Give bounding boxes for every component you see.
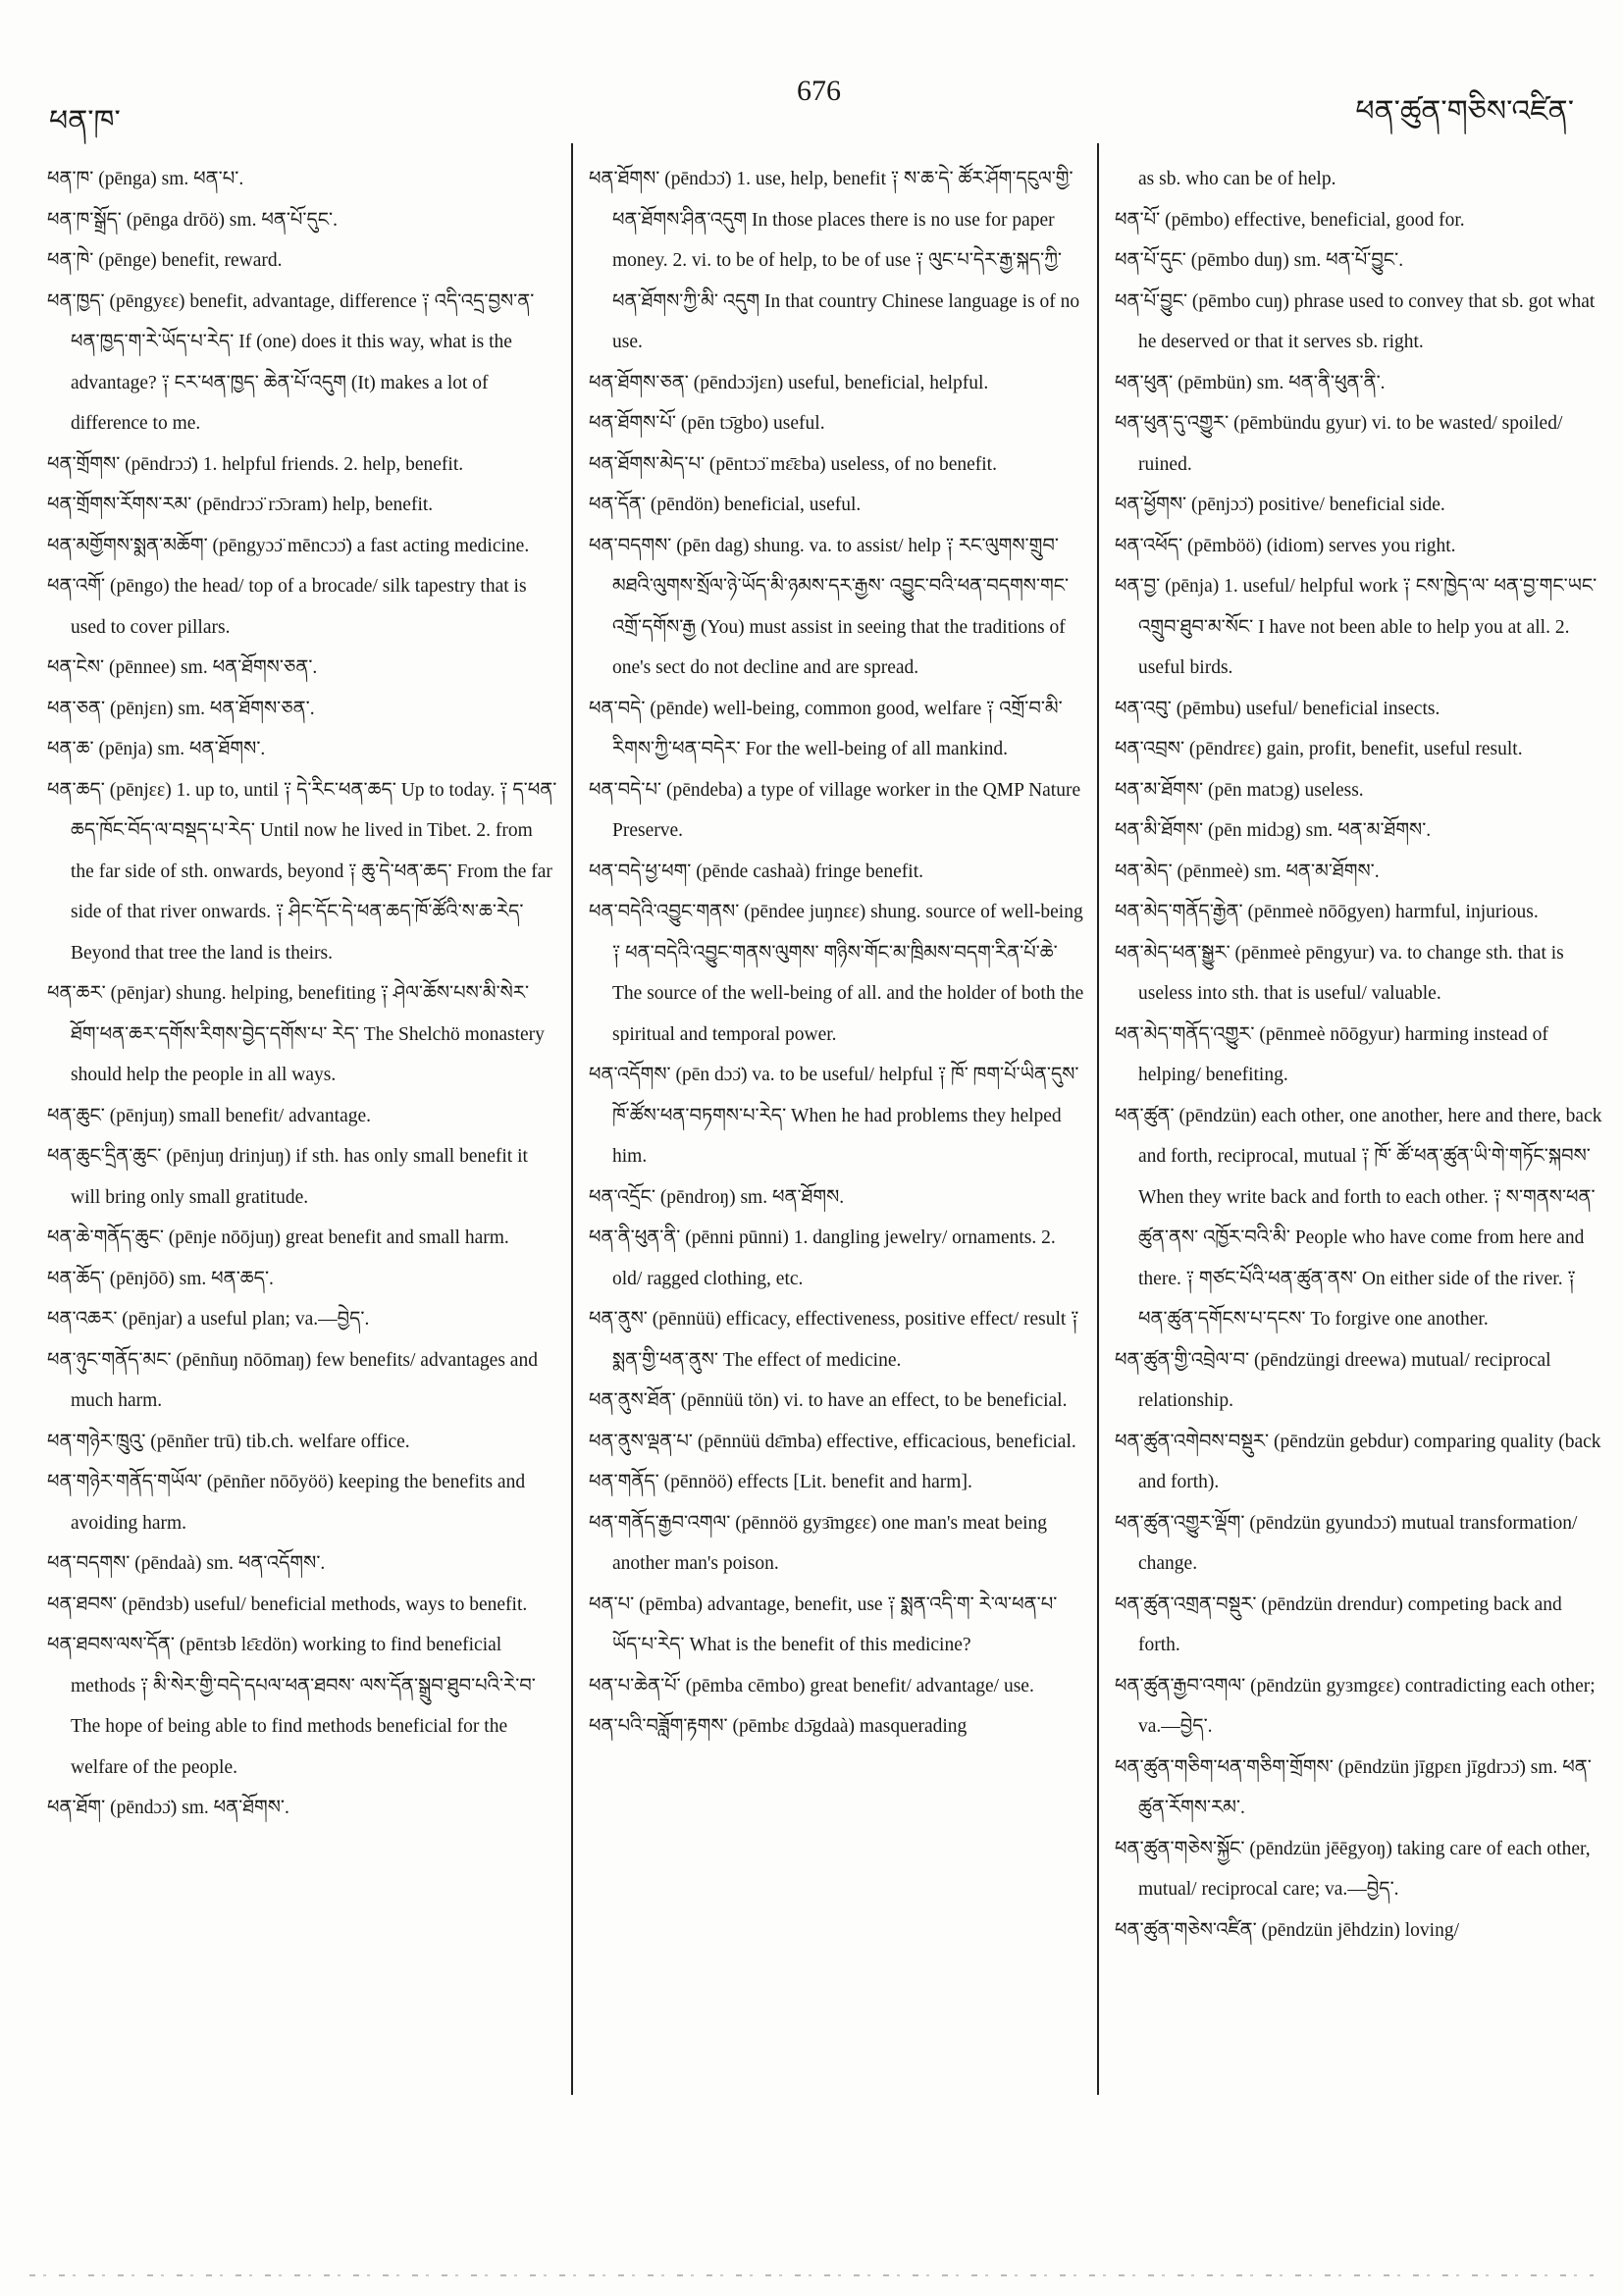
- dictionary-entry: ཕན་ཆར་ (pēnjar) shung. helping, benefiting ༑ ཤེལ་ཆོས་པས་མི་སེར་ཐོག་ཕན་ཆར་དགོས་རིགས་བྱེད་དགོས་པ་ རེད་ The Shelchö monastery should help the people in all ways.: [47, 983, 545, 1085]
- dictionary-entry: ཕན་ནུས་ཐོན་ (pēnnüü tön) vi. to have an effect, to be beneficial.: [589, 1390, 1068, 1411]
- dictionary-entry: ཕན་བྱ་ (pēnja) 1. useful/ helpful work ༑ ངས་ཁྱེད་ལ་ ཕན་བྱ་གང་ཡང་འགྲུབ་ཐུབ་མ་སོང་ I have not been able to help you at all. 2. useful birds.: [1115, 576, 1597, 678]
- dictionary-entry: ཕན་གྲོགས་རོགས་རམ་ (pēndrɔɔ̈ rɔ̄ɔram) help, benefit.: [47, 495, 434, 515]
- dictionary-entry: ཕན་མེད་གནོད་འགྱུར་ (pēnmeè nōōgyur) harming instead of helping/ benefiting.: [1115, 1023, 1548, 1085]
- dictionary-entry: ཕན་ཐོགས་ཅན་ (pēndɔɔ̈jεn) useful, beneficial, helpful.: [589, 372, 989, 393]
- dictionary-entry: ཕན་བདགས་ (pēndaà) sm. ཕན་འདོགས་.: [47, 1553, 326, 1574]
- dictionary-entry: ཕན་ཁྱད་ (pēngyεε) benefit, advantage, difference ༑ འདི་འདྲ་བྱས་ན་ཕན་ཁྱད་ག་རེ་ཡོད་པ་རེད་ If (one) does it this way, what is the advantage? ༑ ངར་ཕན་ཁྱད་ ཆེན་པོ་འདུག (It) makes a lot of difference to me.: [47, 290, 535, 434]
- dictionary-entry: ཕན་བདེ་ཕྱ་ཕག་ (pēnde cashaà) fringe benefit.: [589, 861, 923, 882]
- dictionary-entry: ཕན་ཁ་ (pēnga) sm. ཕན་པ་.: [47, 169, 244, 189]
- dictionary-entry: ཕན་ཚུན་གཅིག་ཕན་གཅིག་གྲོགས་ (pēndzün jīgpεn jīgdrɔɔ̈) sm. ཕན་ཚུན་རོགས་རམ་.: [1115, 1756, 1592, 1818]
- dictionary-entry: ཕན་བདེ་ (pēnde) well-being, common good, welfare ༑ འགྲོ་བ་མི་རིགས་ཀྱི་ཕན་བདེར་ For the well-being of all mankind.: [589, 698, 1063, 759]
- dictionary-entry: ཕན་མ་ཐོགས་ (pēn matɔg) useless.: [1115, 779, 1364, 801]
- dictionary-column-3: [1115, 159, 1605, 1951]
- dictionary-entry: ཕན་ཆེ་གནོད་ཆུང་ (pēnje nōōjuŋ) great benefit and small harm.: [47, 1227, 509, 1248]
- dictionary-entry: ཕན་གྲོགས་ (pēndrɔɔ̈) 1. helpful friends. 2. help, benefit.: [47, 453, 464, 475]
- dictionary-entry: ཕན་པོ་བྱུང་ (pēmbo cuŋ) phrase used to convey that sb. got what he deserved or that it serves sb. right.: [1115, 290, 1596, 352]
- dictionary-column-2: [589, 159, 1084, 1748]
- page-number: 676: [797, 75, 841, 107]
- dictionary-entry: ཕན་གནོད་ (pēnnöö) effects [Lit. benefit and harm].: [589, 1472, 972, 1492]
- dictionary-entry: ཕན་བདེ་པ་ (pēndeba) a type of village worker in the QMP Nature Preserve.: [589, 779, 1081, 841]
- dictionary-entry: ཕན་ཐབས་ལས་དོན་ (pēntɜb lɛ̄ɛdön) working to find beneficial methods ༑ མི་སེར་གྱི་བདེ་དཔལ་ཕན་ཐབས་ ལས་དོན་སྒྲུབ་ཐུབ་པའི་རེ་བ་ The hope of being able to find methods beneficial for the welfare of the people.: [47, 1635, 536, 1778]
- dictionary-entry: ཕན་ཚུན་འགེབས་བསྡུར་ (pēndzün gebdur) comparing quality (back and forth).: [1115, 1431, 1601, 1492]
- dictionary-entry: ཕན་ཚུན་རྒྱབ་འགལ་ (pēndzün gyɜmgεε) contradicting each other; va.—བྱེད་.: [1115, 1675, 1596, 1737]
- dictionary-entry: ཕན་ནུས་ (pēnnüü) efficacy, effectiveness, positive effect/ result ༑ སྨན་གྱི་ཕན་ནུས་ The effect of medicine.: [589, 1309, 1079, 1371]
- dictionary-entry: ཕན་ཆུང་ (pēnjuŋ) small benefit/ advantage.: [47, 1105, 372, 1126]
- dictionary-entry: ཕན་ཚུན་འགྱུར་ལྡོག་ (pēndzün gyundɔɔ̈) mutual transformation/ change.: [1115, 1512, 1578, 1574]
- dictionary-entry: ཕན་ནུས་ལྡན་པ་ (pēnnüü dɛ̄mba) effective, efficacious, beneficial.: [589, 1431, 1076, 1452]
- dictionary-entry: ཕན་འཕོད་ (pēmböö) (idiom) serves you right.: [1115, 535, 1456, 556]
- dictionary-entry: as sb. who can be of help.: [1138, 169, 1336, 189]
- dictionary-entry: ཕན་ཐོགས་པོ་ (pēn tɔ̄gbo) useful.: [589, 413, 825, 434]
- dictionary-entry: ཕན་འབུ་ (pēmbu) useful/ beneficial insects.: [1115, 698, 1440, 719]
- column-divider: [571, 143, 573, 2095]
- dictionary-entry: ཕན་འགོ་ (pēngo) the head/ top of a brocade/ silk tapestry that is used to cover pillars.: [47, 576, 527, 638]
- running-head-left: ཕན་ཁ་: [49, 104, 121, 138]
- dictionary-entry: ཕན་ཚུན་གཅེས་སྐྱོང་ (pēndzün jēēgyoŋ) taking care of each other, mutual/ reciprocal care; va.—བྱེད་.: [1115, 1838, 1591, 1900]
- dictionary-entry: ཕན་ཕྱོགས་ (pēnjɔɔ̈) positive/ beneficial side.: [1115, 495, 1445, 515]
- dictionary-entry: ཕན་ཁ་སྒྲོད་ (pēnga drōö) sm. ཕན་པོ་དུང་.: [47, 209, 339, 231]
- dictionary-entry: ཕན་ཅན་ (pēnjεn) sm. ཕན་ཐོགས་ཅན་.: [47, 698, 315, 719]
- dictionary-entry: ཕན་གནོད་རྒྱབ་འགལ་ (pēnnöö gyɜ̄mgεε) one man's meat being another man's poison.: [589, 1512, 1048, 1574]
- column-divider: [1097, 143, 1099, 2095]
- dictionary-column-1: [47, 159, 557, 1829]
- dictionary-entry: ཕན་མེད་ཕན་སྒྱུར་ (pēnmeè pēngyur) va. to change sth. that is useless into sth. that is useful/ valuable.: [1115, 942, 1564, 1004]
- dictionary-entry: ཕན་ངེས་ (pēnnee) sm. ཕན་ཐོགས་ཅན་.: [47, 657, 318, 678]
- dictionary-entry: ཕན་དོན་ (pēndön) beneficial, useful.: [589, 495, 862, 515]
- dictionary-entry: ཕན་གཉེར་ཁྲུའུ་ (pēnñer trū) tib.ch. welfare office.: [47, 1431, 410, 1452]
- dictionary-entry: ཕན་བདགས་ (pēn dag) shung. va. to assist/ help ༑ རང་ལུགས་གྲུབ་མཐའི་ལུགས་སྲོལ་ཉེ་ཡོད་མི་ཉམས་དར་རྒྱས་ འབྱུང་བའི་ཕན་བདགས་གང་འགྲོ་དགོས་རྒྱ (You) must assist in seeing that the traditions of one's sect do not decline and are spread.: [589, 535, 1070, 678]
- dictionary-entry: ཕན་པོ་དུང་ (pēmbo duŋ) sm. ཕན་པོ་བྱུང་.: [1115, 250, 1404, 271]
- dictionary-entry: ཕན་ཚུན་ (pēndzün) each other, one another, here and there, back and forth, reciprocal, mutual ༑ ཁོ་ ཚོ་ཕན་ཚུན་ཡི་གེ་གཏོང་སྐབས་ When they write back and forth to each other. ༑ ས་གནས་ཕན་ཚུན་ནས་ འཁྱོར་བའི་མི་ People who have come from here and there. ༑ གཙང་པོའི་ཕན་ཚུན་ནས་ On either side of the river. ༑ ཕན་ཚུན་དགོངས་པ་དངས་ To forgive one another.: [1115, 1105, 1602, 1330]
- dictionary-entry: ཕན་འདོགས་ (pēn dɔɔ̈) va. to be useful/ helpful ༑ ཁོ་ ཁག་པོ་ཡིན་དུས་ཁོ་ཚོས་ཕན་བཏགས་པ་རེད་ When he had problems they helped him.: [589, 1065, 1079, 1167]
- dictionary-entry: ཕན་འབྲས་ (pēndrεε) gain, profit, benefit, useful result.: [1115, 739, 1523, 759]
- dictionary-entry: ཕན་ཚུན་འགྲན་བསྡུར་ (pēndzün drendur) competing back and forth.: [1115, 1593, 1562, 1655]
- dictionary-entry: ཕན་མེད་གནོད་རྒྱེན་ (pēnmeè nōōgyen) harmful, injurious.: [1115, 902, 1539, 922]
- dictionary-entry: ཕན་ཆ་ (pēnja) sm. ཕན་ཐོགས་.: [47, 739, 266, 759]
- dictionary-entry: ཕན་ཆད་ (pēnjεε) 1. up to, until ༑ དེ་རིང་ཕན་ཆད་ Up to today. ༑ ད་ཕན་ཆད་ཁོང་བོད་ལ་བསྡད་པ་རེད་ Until now he lived in Tibet. 2. from the far side of sth. onwards, beyond ༑ ཆུ་དེ་ཕན་ཆད་ From the far side of that river onwards. ༑ ཤིང་དོང་དེ་ཕན་ཆད་ཁོ་ཚོའི་ས་ཆ་རེད་ Beyond that tree the land is theirs.: [47, 779, 557, 964]
- dictionary-entry: ཕན་གཉེར་གནོད་གཡོལ་ (pēnñer nōōyöö) keeping the benefits and avoiding harm.: [47, 1472, 526, 1534]
- dictionary-entry: ཕན་ཚུན་གྱི་འབྲེལ་བ་ (pēndzüngi dreewa) mutual/ reciprocal relationship.: [1115, 1349, 1551, 1411]
- dictionary-entry: ཕན་ཐབས་ (pēndɜb) useful/ beneficial methods, ways to benefit.: [47, 1593, 528, 1615]
- running-head-right: ཕན་ཚུན་གཅིས་འཛིན་: [1355, 94, 1574, 129]
- dictionary-entry: ཕན་འཆར་ (pēnjar) a useful plan; va.—བྱེད་.: [47, 1309, 370, 1330]
- dictionary-entry: ཕན་པ་ (pēmba) advantage, benefit, use ༑ སྨན་འདི་ག་ རེ་ལ་ཕན་པ་ཡོད་པ་རེད་ What is the benefit of this medicine?: [589, 1593, 1058, 1655]
- dictionary-entry: ཕན་ཐོགས་ (pēndɔɔ̈) 1. use, help, benefit ༑ ས་ཆ་དེ་ ཚོར་ཤོག་དངུལ་གྱི་ཕན་ཐོགས་ཤིན་འདུག In those places there is no use for paper money. 2. vi. to be of help, to be of use ༑ ལུང་པ་དེར་རྒྱ་སྐད་ཀྱི་ཕན་ཐོགས་ཀྱི་མི་ འདུག In that country Chinese language is of no use.: [589, 169, 1080, 352]
- scan-edge-noise: [29, 2274, 1594, 2276]
- dictionary-entry: ཕན་འདྲོང་ (pēndroŋ) sm. ཕན་ཐོགས.: [589, 1186, 845, 1208]
- dictionary-entry: ཕན་ཚུན་གཅེས་འཛིན་ (pēndzün jēhdzin) loving/: [1115, 1919, 1459, 1941]
- dictionary-entry: ཕན་ཐོགས་མེད་པ་ (pēntɔɔ̈ mɛ̄ɛba) useless, of no benefit.: [589, 453, 997, 475]
- dictionary-entry: ཕན་ཕུན་ (pēmbün) sm. ཕན་ནི་ཕུན་ནི་.: [1115, 372, 1386, 393]
- dictionary-entry: ཕན་ཉུང་གནོད་མང་ (pēnñuŋ nōōmaŋ) few benefits/ advantages and much harm.: [47, 1349, 538, 1411]
- dictionary-entry: ཕན་ནི་ཕུན་ནི་ (pēnni pūnni) 1. dangling jewelry/ ornaments. 2. old/ ragged clothing, etc.: [589, 1227, 1056, 1289]
- dictionary-entry: ཕན་ཆུང་དྲིན་ཆུང་ (pēnjuŋ drinjuŋ) if sth. has only small benefit it will bring only small gratitude.: [47, 1146, 528, 1208]
- dictionary-entry: ཕན་མེད་ (pēnmeè) sm. ཕན་མ་ཐོགས་.: [1115, 861, 1380, 882]
- dictionary-entry: ཕན་མགྱོགས་སྨན་མཆོག་ (pēngyɔɔ̈ mēncɔɔ̈) a fast acting medicine.: [47, 535, 530, 556]
- dictionary-entry: ཕན་པ་ཆེན་པོ་ (pēmba cēmbo) great benefit/ advantage/ use.: [589, 1675, 1034, 1696]
- dictionary-entry: ཕན་ཐོག་ (pēndɔɔ̈) sm. ཕན་ཐོགས་.: [47, 1798, 289, 1818]
- dictionary-entry: ཕན་ཕུན་དུ་འགྱུར་ (pēmbündu gyur) vi. to be wasted/ spoiled/ ruined.: [1115, 413, 1563, 475]
- dictionary-entry: ཕན་ཆོད་ (pēnjōō) sm. ཕན་ཆད་.: [47, 1268, 274, 1289]
- dictionary-entry: ཕན་པའི་བཟློག་རྟགས་ (pēmbε dɔ̄gdaà) masquerading: [589, 1716, 968, 1737]
- dictionary-entry: ཕན་བདེའི་འབྱུང་གནས་ (pēndee juŋnεε) shung. source of well-being ༑ ཕན་བདེའི་འབྱུང་གནས་ལུགས་ གཉིས་གོང་མ་ཁྲིམས་བདག་རིན་པོ་ཆེ་ The source of the well-being of all. and the holder of both the spiritual and temporal power.: [589, 902, 1084, 1045]
- dictionary-entry: ཕན་མི་ཐོགས་ (pēn midɔg) sm. ཕན་མ་ཐོགས་.: [1115, 820, 1432, 841]
- dictionary-entry: ཕན་པོ་ (pēmbo) effective, beneficial, good for.: [1115, 209, 1465, 231]
- dictionary-entry: ཕན་ཁེ་ (pēnge) benefit, reward.: [47, 250, 283, 271]
